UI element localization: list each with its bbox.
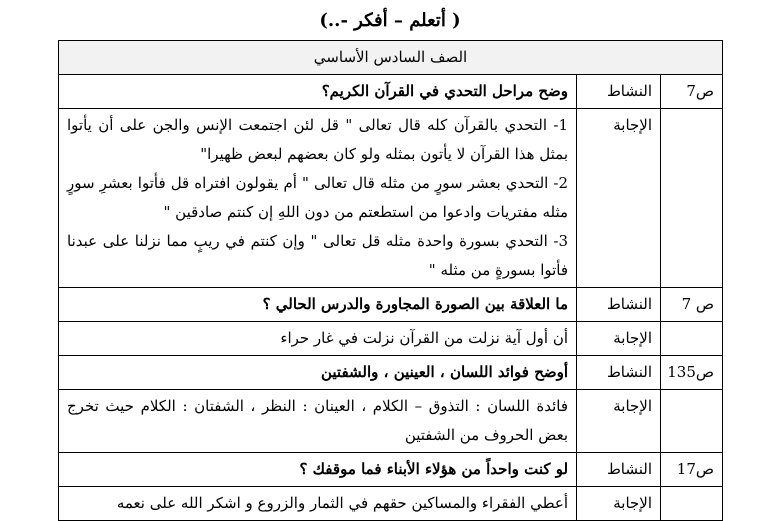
answer-cell-empty — [661, 487, 723, 521]
answer-label: الإجابة — [577, 109, 661, 288]
answer-label: الإجابة — [577, 487, 661, 521]
answer-line: أن أول آية نزلت من القرآن نزلت في غار حراء — [280, 329, 569, 347]
activity-label: النشاط — [577, 288, 661, 322]
answer-line: 1- التحدي بالقرآن كله قال تعالى " قل لئن اجتمعت الإنس والجن على أن يأتوا بمثل هذا القرآن لا يأتون بمثله ولو كان بعضهم لبعض ظهيرا" — [67, 116, 569, 163]
question-text: ما العلاقة بين الصورة المجاورة والدرس الحالي ؟ — [59, 288, 577, 322]
answer-row — [59, 390, 723, 453]
answer-text — [59, 322, 577, 356]
answer-line: 2- التحدي بعشر سورٍ من مثله قال تعالى " أم يقولون افتراه قل فأتوا بعشرِ سورٍ مثله مفتريات وادعوا من استطعتم من دون اللهِ إن كنتم صادقين " — [67, 174, 569, 221]
answer-label: الإجابة — [577, 322, 661, 356]
question-row — [59, 453, 723, 487]
answer-line: 3- التحدي بسورة واحدة مثله قل تعالى " وإن كنتم في ريبٍ مما نزلنا على عبدنا فأتوا بسورةٍ من مثله " — [67, 232, 569, 279]
answer-cell-empty — [661, 390, 723, 453]
question-text: أوضح فوائد اللسان ، العينين ، والشفتين — [59, 356, 577, 390]
question-row — [59, 288, 723, 322]
activity-label: النشاط — [577, 453, 661, 487]
question-row — [59, 356, 723, 390]
answer-text — [59, 109, 577, 288]
answer-text — [59, 487, 577, 521]
answer-cell-empty — [661, 109, 723, 288]
page-reference: ص7 — [661, 75, 723, 109]
answer-label: الإجابة — [577, 390, 661, 453]
answer-row — [59, 322, 723, 356]
question-text: وضح مراحل التحدي في القرآن الكريم؟ — [59, 75, 577, 109]
answer-line: فائدة اللسان : التذوق – الكلام ، العينان : النظر ، الشفتان : الكلام حيث تخرج بعض الحروف من الشفتين — [67, 397, 569, 444]
answer-cell-empty — [661, 322, 723, 356]
answer-line: أعطي الفقراء والمساكين حقهم في الثمار والزروع و اشكر الله على نعمه — [116, 494, 569, 512]
qa-table — [58, 40, 723, 521]
question-row — [59, 75, 723, 109]
grade-label: الصف السادس الأساسي — [59, 41, 723, 75]
page-reference: ص17 — [661, 453, 723, 487]
activity-label: النشاط — [577, 356, 661, 390]
page-reference: ص 7 — [661, 288, 723, 322]
activity-label: النشاط — [577, 75, 661, 109]
page-header-title: ( أتعلم – أفكر -..) — [319, 10, 461, 31]
grade-row — [59, 41, 723, 75]
page-reference: ص135 — [661, 356, 723, 390]
answer-row — [59, 487, 723, 521]
answer-row — [59, 109, 723, 288]
answer-text — [59, 390, 577, 453]
question-text: لو كنت واحداً من هؤلاء الأبناء فما موقفك ؟ — [59, 453, 577, 487]
